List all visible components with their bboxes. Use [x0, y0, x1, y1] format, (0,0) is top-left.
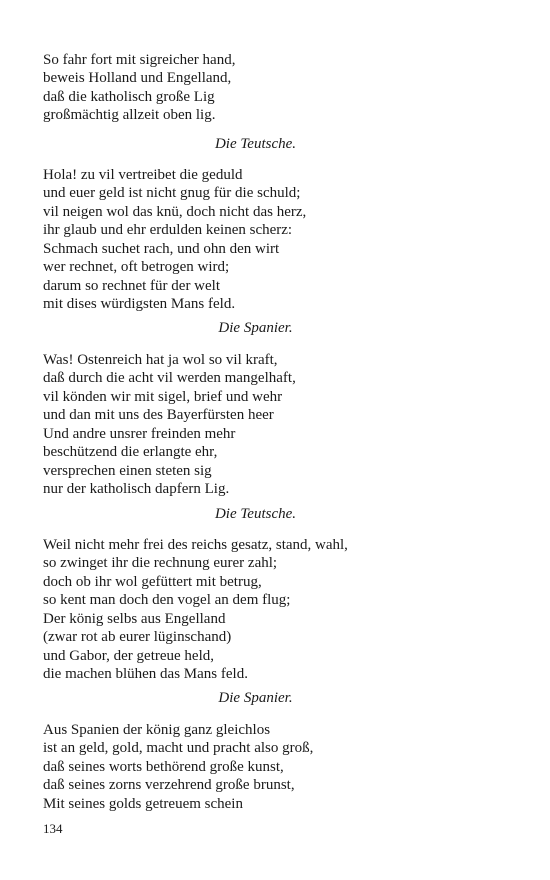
stanza-1: [43, 51, 513, 125]
verse-line: (zwar rot ab eurer lüginschand): [43, 629, 232, 646]
verse-line: darum so rechnet für der welt: [43, 277, 221, 294]
verse-line: mit dises würdigsten Mans feld.: [43, 296, 236, 313]
speaker-heading: Die Spanier.: [218, 320, 293, 336]
stanza-5: [43, 721, 513, 813]
verse-line: daß die katholisch große Lig: [43, 88, 215, 105]
verse-line: daß seines worts bethörend große kunst,: [43, 758, 284, 775]
verse-line: und Gabor, der getreue held,: [43, 647, 214, 664]
verse-line: Was! Ostenreich hat ja wol so vil kraft,: [43, 352, 278, 368]
stanza-3: [43, 351, 513, 499]
verse-line: so kent man doch den vogel an dem flug;: [43, 592, 291, 609]
verse-line: Aus Spanien der könig ganz gleichlos: [43, 722, 271, 738]
page-number: 134: [43, 821, 63, 836]
verse-line: versprechen einen steten sig: [43, 462, 212, 479]
verse-line: daß durch die acht vil werden mangelhaft,: [43, 370, 296, 387]
verse-line: und dan mit uns des Bayerfürsten heer: [43, 407, 274, 424]
verse-line: Weil nicht mehr frei des reichs gesatz, stand, wahl,: [43, 537, 348, 553]
verse-line: Mit seines golds getreuem schein: [43, 795, 243, 812]
verse-line: doch ob ihr wol gefüttert mit betrug,: [43, 573, 262, 590]
stanza-2: [43, 166, 513, 314]
verse-line: beweis Holland und Engelland,: [43, 70, 232, 87]
verse-line: daß seines zorns verzehrend große brunst,: [43, 777, 295, 794]
verse-line: Der könig selbs aus Engelland: [43, 610, 226, 627]
speaker-heading: Die Teutsche.: [214, 506, 297, 522]
verse-line: nur der katholisch dapfern Lig.: [43, 481, 230, 498]
verse-line: So fahr fort mit sigreicher hand,: [43, 52, 236, 68]
speaker-heading: Die Spanier.: [218, 690, 293, 706]
verse-line: und euer geld ist nicht gnug für die schuld;: [43, 185, 301, 202]
verse-line: wer rechnet, oft betrogen wird;: [43, 259, 230, 276]
verse-line: ihr glaub und ehr erdulden keinen scherz:: [43, 222, 293, 239]
stanza-4: [43, 536, 513, 684]
verse-line: Schmach suchet rach, und ohn den wirt: [43, 240, 280, 257]
verse-line: so zwinget ihr die rechnung eurer zahl;: [43, 555, 278, 572]
verse-line: Und andre unsrer freinden mehr: [43, 425, 236, 442]
verse-line: ist an geld, gold, macht und pracht also groß,: [43, 740, 314, 757]
verse-line: die machen blühen das Mans feld.: [43, 666, 248, 683]
verse-line: vil könden wir mit sigel, brief und wehr: [43, 388, 283, 405]
verse-line: beschützend die erlangte ehr,: [43, 444, 218, 461]
verse-line: vil neigen wol das knü, doch nicht das herz,: [43, 203, 307, 220]
verse-line: großmächtig allzeit oben lig.: [43, 107, 216, 124]
verse-line: Hola! zu vil vertreibet die geduld: [43, 167, 243, 183]
speaker-heading: Die Teutsche.: [214, 136, 297, 152]
